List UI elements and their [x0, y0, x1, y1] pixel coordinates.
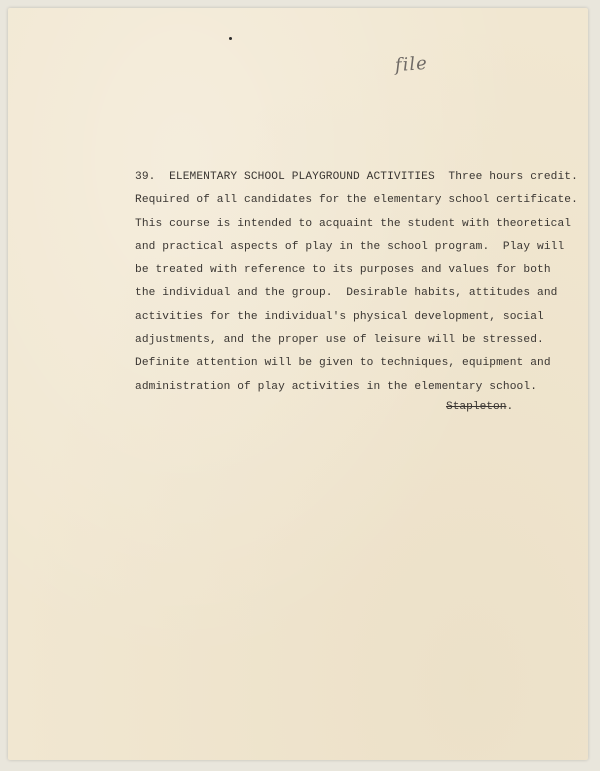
signature-name: Stapleton	[446, 401, 507, 413]
course-description	[135, 166, 585, 399]
course-line: This course is intended to acquaint the student with theoretical	[135, 217, 572, 230]
ink-dot	[229, 37, 232, 40]
document-page	[8, 8, 588, 760]
signature	[446, 401, 513, 413]
course-line: be treated with reference to its purposes and values for both	[135, 264, 551, 277]
course-line: 39. ELEMENTARY SCHOOL PLAYGROUND ACTIVITIES Three hours credit.	[135, 171, 578, 183]
course-line: Definite attention will be given to techniques, equipment and	[135, 357, 551, 370]
course-line: the individual and the group. Desirable habits, attitudes and	[135, 287, 558, 300]
course-line: and practical aspects of play in the school program. Play will	[135, 240, 565, 253]
course-line: administration of play activities in the elementary school.	[135, 380, 538, 393]
course-line: adjustments, and the proper use of leisure will be stressed.	[135, 334, 544, 347]
course-line: activities for the individual's physical development, social	[135, 310, 544, 323]
handwritten-annotation: file	[394, 52, 429, 77]
signature-suffix: .	[506, 401, 514, 413]
course-line: Required of all candidates for the elementary school certificate.	[135, 194, 578, 207]
